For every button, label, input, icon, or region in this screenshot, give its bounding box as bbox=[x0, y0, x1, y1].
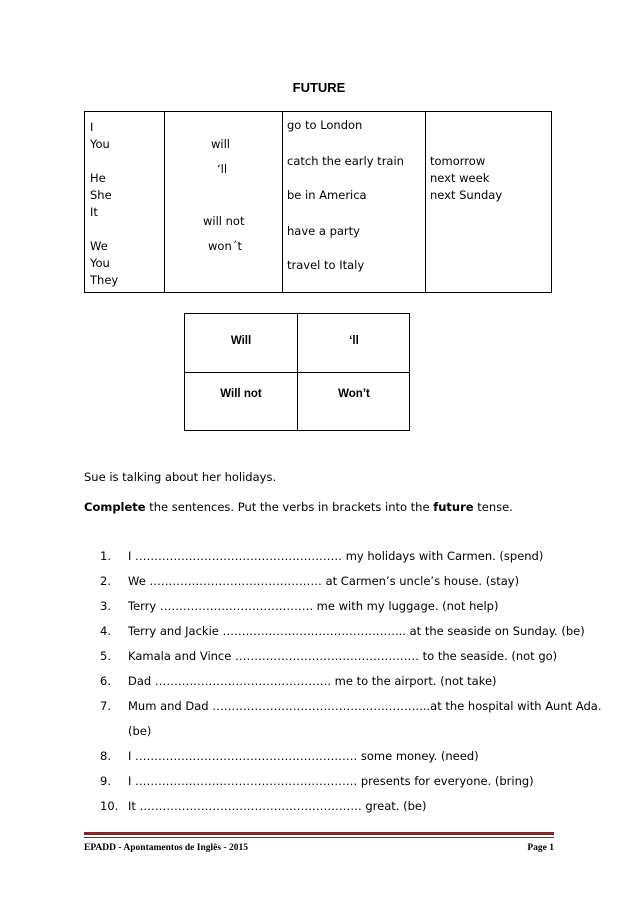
time-next-week: next week bbox=[430, 171, 490, 185]
subject-it: It bbox=[90, 205, 98, 219]
subject-we: We bbox=[90, 239, 108, 253]
exercise-item bbox=[100, 794, 560, 819]
time-next-sunday: next Sunday bbox=[430, 188, 503, 202]
aux-ll: ‘ll bbox=[217, 162, 228, 176]
instruction-end: tense. bbox=[473, 500, 513, 514]
verb-travel-italy: travel to Italy bbox=[287, 258, 365, 272]
instruction-text bbox=[84, 500, 513, 514]
exercise-number: 6. bbox=[100, 674, 111, 688]
subject-you: You bbox=[90, 137, 110, 151]
contraction-ll: ‘ll bbox=[349, 335, 359, 347]
footer-divider bbox=[84, 832, 554, 835]
contraction-will-not: Will not bbox=[220, 388, 262, 400]
instruction-future: future bbox=[433, 500, 474, 514]
exercise-item bbox=[100, 694, 602, 744]
exercise-text: Terry …………………………………. me with my luggage. (not help) bbox=[128, 599, 499, 613]
contractions-table bbox=[184, 313, 410, 431]
aux-will-not: will not bbox=[203, 214, 245, 228]
intro-text: Sue is talking about her holidays. bbox=[84, 470, 277, 484]
time-column bbox=[426, 112, 553, 292]
exercise-text-continued: (be) bbox=[128, 724, 152, 738]
exercise-text: I …………………………………………………. some money. (need) bbox=[128, 749, 479, 763]
exercise-text: Kamala and Vince ………………………………………… to the seaside. (not go) bbox=[128, 649, 558, 663]
table-divider bbox=[185, 372, 409, 373]
exercise-text: We ……………………………………… at Carmen’s uncle’s house. (stay) bbox=[128, 574, 520, 588]
exercise-item bbox=[100, 644, 560, 669]
verb-go-to-london: go to London bbox=[287, 118, 363, 132]
exercise-number: 3. bbox=[100, 599, 111, 613]
footer-page-number: Page 1 bbox=[527, 843, 554, 853]
exercise-text: I ……………………………………………… my holidays with Carmen. (spend) bbox=[128, 549, 544, 563]
exercise-item bbox=[100, 569, 560, 594]
verbs-column bbox=[283, 112, 426, 292]
contraction-will: Will bbox=[230, 335, 252, 347]
exercise-text: It …………………………………………………. great. (be) bbox=[128, 799, 427, 813]
subject-i: I bbox=[90, 120, 94, 134]
exercise-text: Dad ………………………………………. me to the airport. (not take) bbox=[128, 674, 497, 688]
contraction-wont: Won’t bbox=[338, 388, 370, 400]
instruction-middle: the sentences. Put the verbs in brackets into the bbox=[145, 500, 434, 514]
exercise-text: Terry and Jackie ………………………………………... at the seaside on Sunday. (be) bbox=[128, 624, 585, 638]
exercise-item bbox=[100, 769, 560, 794]
exercise-number: 2. bbox=[100, 574, 111, 588]
subject-he: He bbox=[90, 171, 106, 185]
exercise-number: 10. bbox=[100, 799, 119, 813]
subjects-column bbox=[85, 112, 165, 292]
instruction-complete: Complete bbox=[84, 500, 146, 514]
exercise-list bbox=[100, 544, 602, 819]
page-title: FUTURE bbox=[292, 80, 346, 95]
aux-will: will bbox=[211, 137, 230, 151]
auxiliary-column bbox=[165, 112, 283, 292]
footer-divider bbox=[84, 837, 554, 838]
verb-be-in-america: be in America bbox=[287, 188, 367, 202]
subject-they: They bbox=[90, 273, 119, 287]
exercise-number: 8. bbox=[100, 749, 111, 763]
exercise-item bbox=[100, 744, 560, 769]
exercise-text: I …………………………………………………. presents for everyone. (bring) bbox=[128, 774, 534, 788]
exercise-number: 4. bbox=[100, 624, 111, 638]
exercise-item bbox=[100, 669, 560, 694]
exercise-text: Mum and Dad ………………………………………………...at the hospital with Aunt Ada. bbox=[128, 699, 602, 713]
verb-have-party: have a party bbox=[287, 224, 360, 238]
grammar-table bbox=[84, 111, 552, 293]
footer-left-text: EPADD - Apontamentos de Inglês - 2015 bbox=[84, 843, 248, 853]
subject-she: She bbox=[90, 188, 112, 202]
aux-wont: won´t bbox=[208, 239, 242, 253]
exercise-number: 9. bbox=[100, 774, 111, 788]
exercise-number: 1. bbox=[100, 549, 111, 563]
exercise-number: 7. bbox=[100, 699, 111, 713]
exercise-item bbox=[100, 544, 560, 569]
subject-you-plural: You bbox=[90, 256, 110, 270]
exercise-item bbox=[100, 619, 585, 644]
verb-catch-train: catch the early train bbox=[287, 154, 404, 168]
time-tomorrow: tomorrow bbox=[430, 154, 486, 168]
exercise-item bbox=[100, 594, 560, 619]
exercise-number: 5. bbox=[100, 649, 111, 663]
